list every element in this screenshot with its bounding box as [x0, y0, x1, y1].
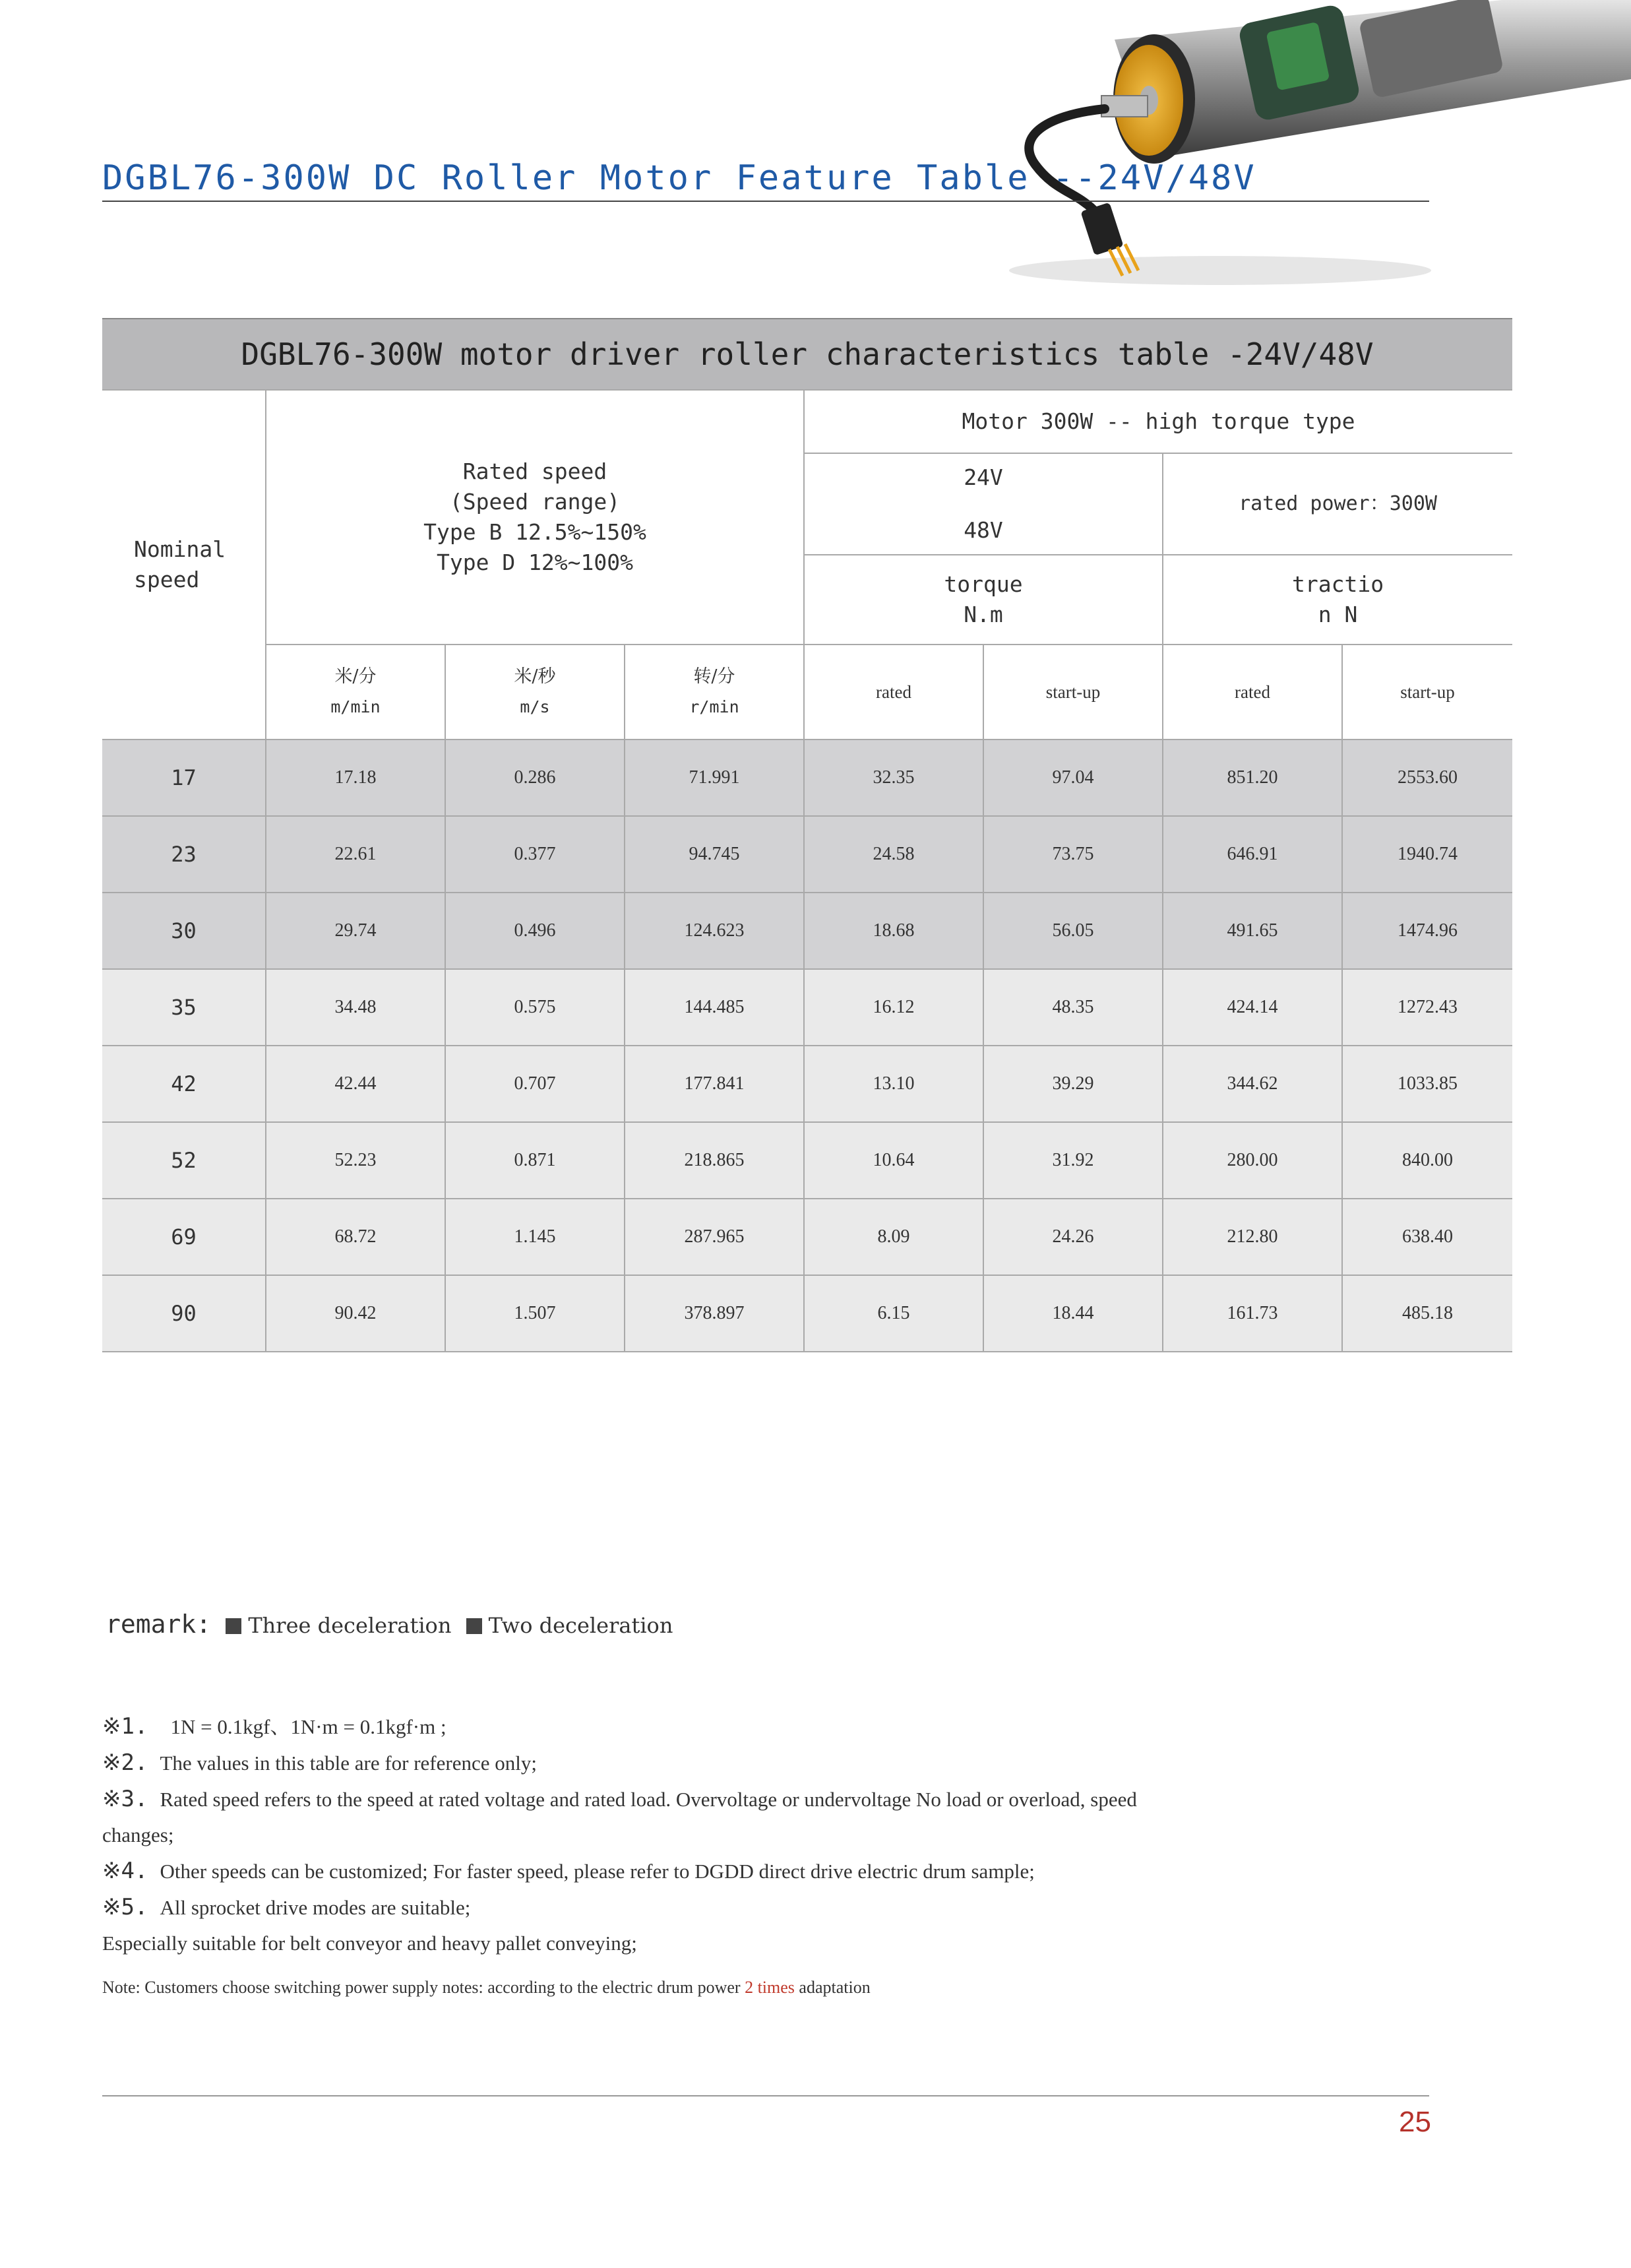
title-underline	[102, 201, 1429, 202]
table-cell: 6.15	[804, 1275, 983, 1352]
table-row	[102, 1046, 1512, 1122]
table-cell: 24.58	[804, 816, 983, 893]
three-deceleration-label: Three deceleration	[248, 1613, 452, 1638]
unit-r-min	[625, 645, 804, 740]
table-cell: 35	[102, 969, 266, 1046]
table-cell: 24.26	[983, 1199, 1163, 1275]
table-cell: 638.40	[1342, 1199, 1512, 1275]
note-number: 5.	[121, 1894, 148, 1920]
table-cell: 0.286	[445, 740, 625, 816]
table-cell: 90.42	[266, 1275, 445, 1352]
table-cell: 23	[102, 816, 266, 893]
table-cell: 0.377	[445, 816, 625, 893]
two-deceleration-label: Two deceleration	[488, 1613, 673, 1638]
table-cell: 73.75	[983, 816, 1163, 893]
traction-line2: n N	[1318, 602, 1358, 627]
page-number: 25	[1399, 2106, 1431, 2138]
table-row	[102, 1199, 1512, 1275]
traction-header	[1163, 555, 1512, 645]
note-text: 1N = 0.1kgf、1N·m = 0.1kgf·m ;	[170, 1715, 446, 1738]
power-note-highlight: 2 times	[745, 1978, 795, 1997]
remark-label: remark:	[106, 1610, 212, 1639]
note-1	[102, 1709, 1487, 1745]
unit-cn: 米/秒	[514, 666, 556, 687]
table-cell: 177.841	[625, 1046, 804, 1122]
table-cell: 48.35	[983, 969, 1163, 1046]
table-cell: 29.74	[266, 893, 445, 969]
table-cell: 94.745	[625, 816, 804, 893]
page-title: DGBL76-300W DC Roller Motor Feature Table --24V/48V	[102, 158, 1256, 198]
note-text: The values in this table are for reference only;	[160, 1751, 537, 1775]
power-note-text-end: adaptation	[794, 1978, 871, 1997]
table-cell: 840.00	[1342, 1122, 1512, 1199]
note-mark: ※	[102, 1749, 121, 1776]
table-title: DGBL76-300W motor driver roller characteristics table -24V/48V	[102, 319, 1512, 390]
table-cell: 18.44	[983, 1275, 1163, 1352]
table-cell: 10.64	[804, 1122, 983, 1199]
note-text: All sprocket drive modes are suitable;	[160, 1896, 471, 1919]
rated-speed-line1: Rated speed	[462, 458, 607, 484]
characteristics-table	[102, 318, 1512, 1352]
table-cell: 18.68	[804, 893, 983, 969]
torque-header	[804, 555, 1163, 645]
table-cell: 0.496	[445, 893, 625, 969]
table-cell: 90	[102, 1275, 266, 1352]
table-row	[102, 816, 1512, 893]
unit-m-s	[445, 645, 625, 740]
note-6: Especially suitable for belt conveyor and heavy pallet conveying;	[102, 1932, 637, 1955]
note-mark: ※	[102, 1786, 121, 1812]
torque-line2: N.m	[964, 602, 1003, 627]
table-cell: 212.80	[1163, 1199, 1342, 1275]
rated-speed-line3: Type B 12.5%~150%	[423, 519, 646, 545]
unit-en: m/s	[520, 697, 550, 716]
table-cell: 30	[102, 893, 266, 969]
table-row	[102, 740, 1512, 816]
torque-rated-header: rated	[804, 645, 983, 740]
unit-cn: 米/分	[334, 666, 377, 687]
table-cell: 378.897	[625, 1275, 804, 1352]
table-cell: 218.865	[625, 1122, 804, 1199]
note-text: Rated speed refers to the speed at rated voltage and rated load. Overvoltage or undervoltage No load or overload, speed	[160, 1788, 1137, 1811]
table-cell: 0.707	[445, 1046, 625, 1122]
table-cell: 2553.60	[1342, 740, 1512, 816]
table-cell: 52.23	[266, 1122, 445, 1199]
motor-type-header: Motor 300W -- high torque type	[804, 390, 1512, 453]
note-2	[102, 1745, 1487, 1781]
table-cell: 646.91	[1163, 816, 1342, 893]
nominal-speed-header: Nominal speed	[102, 390, 266, 740]
voltage-48: 48V	[964, 517, 1003, 543]
table-cell: 56.05	[983, 893, 1163, 969]
table-cell: 8.09	[804, 1199, 983, 1275]
table-cell: 485.18	[1342, 1275, 1512, 1352]
unit-en: m/min	[330, 697, 381, 716]
table-cell: 42	[102, 1046, 266, 1122]
unit-m-min	[266, 645, 445, 740]
table-row	[102, 1275, 1512, 1352]
three-deceleration-swatch	[226, 1618, 241, 1634]
note-3-continued: changes;	[102, 1823, 174, 1846]
torque-startup-header: start-up	[983, 645, 1163, 740]
table-row	[102, 893, 1512, 969]
table-cell: 97.04	[983, 740, 1163, 816]
table-cell: 280.00	[1163, 1122, 1342, 1199]
roller-motor-image	[877, 0, 1631, 290]
table-cell: 42.44	[266, 1046, 445, 1122]
table-cell: 161.73	[1163, 1275, 1342, 1352]
traction-startup-header: start-up	[1342, 645, 1512, 740]
unit-cn: 转/分	[693, 666, 735, 687]
table-cell: 1474.96	[1342, 893, 1512, 969]
table-cell: 31.92	[983, 1122, 1163, 1199]
notes-list	[102, 1709, 1487, 1961]
note-number: 4.	[121, 1858, 148, 1884]
table-cell: 344.62	[1163, 1046, 1342, 1122]
note-mark: ※	[102, 1894, 121, 1920]
table-row	[102, 1122, 1512, 1199]
table-cell: 1033.85	[1342, 1046, 1512, 1122]
table-cell: 1.145	[445, 1199, 625, 1275]
note-number: 3.	[121, 1786, 148, 1812]
note-mark: ※	[102, 1858, 121, 1884]
table-cell: 68.72	[266, 1199, 445, 1275]
table-cell: 22.61	[266, 816, 445, 893]
table-cell: 424.14	[1163, 969, 1342, 1046]
table-cell: 52	[102, 1122, 266, 1199]
remark-legend	[106, 1610, 673, 1639]
table-cell: 69	[102, 1199, 266, 1275]
table-body	[102, 740, 1512, 1352]
rated-speed-line4: Type D 12%~100%	[436, 550, 633, 575]
table-cell: 34.48	[266, 969, 445, 1046]
table-cell: 491.65	[1163, 893, 1342, 969]
table-cell: 1940.74	[1342, 816, 1512, 893]
traction-line1: tractio	[1291, 571, 1384, 597]
table-row	[102, 969, 1512, 1046]
note-4	[102, 1853, 1487, 1889]
note-text: Other speeds can be customized; For faster speed, please refer to DGDD direct drive electric drum sample;	[160, 1860, 1035, 1883]
torque-line1: torque	[944, 571, 1023, 597]
table-cell: 0.871	[445, 1122, 625, 1199]
note-number: 2.	[121, 1749, 148, 1776]
table-cell: 39.29	[983, 1046, 1163, 1122]
table-cell: 144.485	[625, 969, 804, 1046]
table-cell: 13.10	[804, 1046, 983, 1122]
table-cell: 17.18	[266, 740, 445, 816]
table-cell: 1272.43	[1342, 969, 1512, 1046]
two-deceleration-swatch	[466, 1618, 482, 1634]
note-mark: ※	[102, 1713, 121, 1740]
rated-power-header: rated power：300W	[1163, 453, 1512, 555]
table-cell: 1.507	[445, 1275, 625, 1352]
table-cell: 16.12	[804, 969, 983, 1046]
table-cell: 71.991	[625, 740, 804, 816]
table-cell: 17	[102, 740, 266, 816]
table-cell: 32.35	[804, 740, 983, 816]
table-cell: 0.575	[445, 969, 625, 1046]
note-number: 1.	[121, 1713, 148, 1740]
traction-rated-header: rated	[1163, 645, 1342, 740]
table-cell: 851.20	[1163, 740, 1342, 816]
voltage-header	[804, 453, 1163, 555]
footer-rule	[102, 2095, 1429, 2096]
power-note-text: Note: Customers choose switching power supply notes: according to the electric drum power	[102, 1978, 745, 1997]
note-3	[102, 1781, 1487, 1817]
table-cell: 124.623	[625, 893, 804, 969]
voltage-24: 24V	[964, 464, 1003, 490]
note-5	[102, 1889, 1487, 1926]
rated-speed-header	[266, 390, 804, 645]
power-supply-note	[102, 1978, 871, 1998]
unit-en: r/min	[689, 697, 739, 716]
rated-speed-line2: (Speed range)	[449, 489, 621, 515]
table-cell: 287.965	[625, 1199, 804, 1275]
